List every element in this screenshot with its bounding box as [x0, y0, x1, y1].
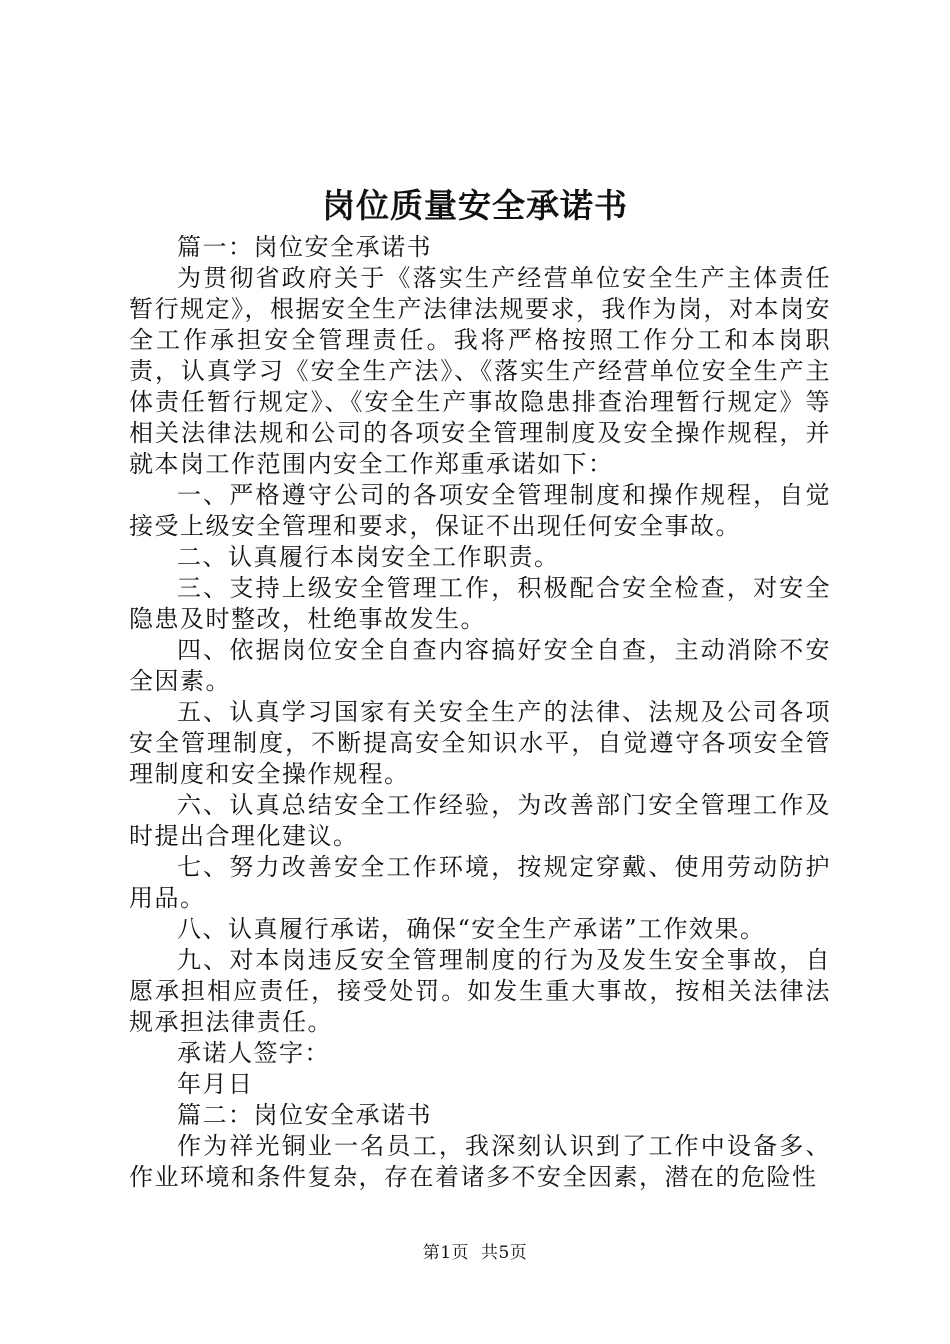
- commitment-item: 二、认真履行本岗安全工作职责。: [177, 543, 560, 571]
- intro-paragraph: 为贯彻省政府关于《落实生产经营单位安全生产主体责任暂行规定》，根据安全生产法律法规要求，我作为岗，对本岗安全工作承担安全管理责任。我将严格按照工作分工和本岗职责，认真学习《安全生产法》、《落实生产经营单位安全生产主体责任暂行规定》、《安全生产事故隐患排查治理暂行规定》等相关法律法规和公司的各项安全管理制度及安全操作规程，并就本岗工作范围内安全工作郑重承诺如下：: [129, 264, 831, 478]
- date-line: 年月日: [177, 1070, 254, 1098]
- signature-line: 承诺人签字：: [177, 1039, 330, 1067]
- page-total: 共5页: [480, 1243, 528, 1263]
- commitment-item: 五、认真学习国家有关安全生产的法律、法规及公司各项安全管理制度，不断提高安全知识水平，自觉遵守各项安全管理制度和安全操作规程。: [129, 698, 831, 788]
- section-heading: 篇二：岗位安全承诺书: [177, 1101, 432, 1129]
- section-heading: 篇一：岗位安全承诺书: [177, 233, 432, 261]
- commitment-item: 九、对本岗违反安全管理制度的行为及发生安全事故，自愿承担相应责任，接受处罚。如发生重大事故，按相关法律法规承担法律责任。: [129, 946, 831, 1036]
- commitment-item: 八、认真履行承诺，确保“安全生产承诺”工作效果。: [177, 915, 766, 943]
- commitment-item: 七、努力改善安全工作环境，按规定穿戴、使用劳动防护用品。: [129, 853, 831, 912]
- commitment-item: 三、支持上级安全管理工作，积极配合安全检查，对安全隐患及时整改，杜绝事故发生。: [129, 574, 831, 633]
- document-title: 岗位质量安全承诺书: [322, 186, 628, 225]
- page-number: 第1页: [422, 1243, 470, 1263]
- commitment-item: 一、严格遵守公司的各项安全管理制度和操作规程，自觉接受上级安全管理和要求，保证不出现任何安全事故。: [129, 481, 831, 540]
- body-paragraph: 作为祥光铜业一名员工，我深刻认识到了工作中设备多、作业环境和条件复杂，存在着诸多不安全因素，潜在的危险性: [129, 1132, 831, 1191]
- page-footer: [0, 1241, 950, 1265]
- commitment-item: 四、依据岗位安全自查内容搞好安全自查，主动消除不安全因素。: [129, 636, 831, 695]
- document-body: [129, 232, 831, 1193]
- commitment-item: 六、认真总结安全工作经验，为改善部门安全管理工作及时提出合理化建议。: [129, 791, 831, 850]
